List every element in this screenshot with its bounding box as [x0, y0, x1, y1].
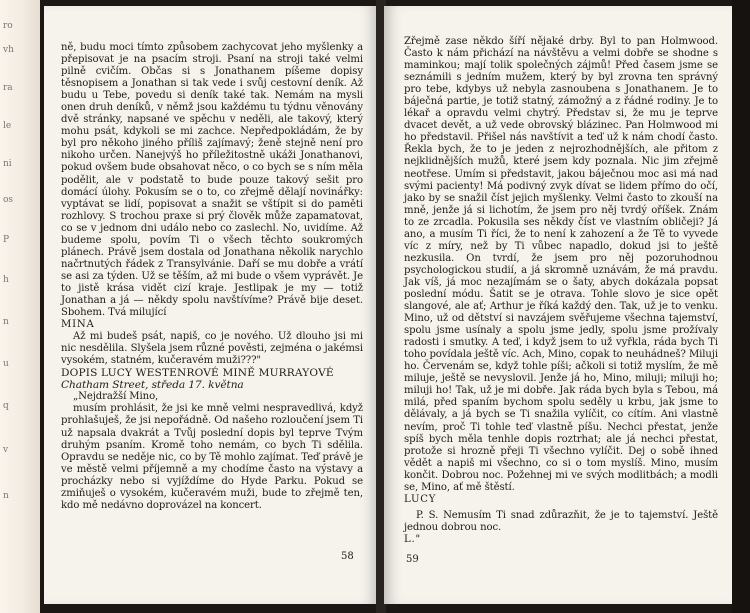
salutation: „Nejdražší Mino, [73, 391, 159, 403]
page-number: 58 [341, 551, 354, 562]
letter-heading: DOPIS LUCY WESTENROVÉ MINĚ MURRAYOVÉ [61, 367, 334, 380]
right-page-text [404, 36, 718, 546]
right-page [384, 6, 732, 604]
letter-paragraph: musím prohlásit, že jsi ke mně velmi nespravedlivá, když prohlašuješ, že jsi nepořádně. Od našeho rozloučení jsem Ti už napsala dvakrát a Tvůj poslední dopis byl teprve Tvým druhým psaním. Kromě toho nemám, co bych Ti sdělila. Opravdu se neděje nic, co by Tě mohlo zajímat. Teď právě je ve městě velmi příjemně a my chodíme často na výstavy a procházky nebo si vyjíždíme do Hyde Parku. Pokud se zmiňuješ o vysokém, kučeravém muži, bude to zřejmě ten, kdo mě nedávno doprovázel na koncert. [61, 403, 363, 511]
page-number: 59 [406, 554, 419, 565]
left-page-text [61, 42, 363, 512]
postscript-paragraph: P. S. Nemusím Ti snad zdůrazňit, že je to tajemství. Ještě jednou dobrou noc. [404, 509, 718, 533]
signature-lucy: LUCY [404, 493, 437, 505]
letter-paragraph: ně, budu moci tímto způsobem zachycovat jeho myšlenky a přepisovat je na psacím stroji. Psaní na stroji také velmi pilně cvičím. Občas si s Jonathanem píšeme dopisy těsnopisem a Jonathan si tak vede i svůj cestovní deník. Až budu u Tebe, povedu si deník také tak. Nemám na mysli onen druh deníků, v němž jsou každému tu týdnu věnovány dvě stránky, napsané ve spěchu v neděli, ale takový, který mohu psát, kdykoli se mi zachce. Nepředpokládám, že by byl pro někoho jiného příliš zajímavý; ženě stejně není pro nikoho určen. Nanejvýš ho příležitostně ukáži Jonathanovi, pokud ovšem bude obsahovat něco, o co bych se s ním měla podělit, ale v podstatě to bude pouze takový sešit pro domácí úlohy. Pokusím se o to, co zřejmě dělají novinářky: vyptávat se lidí, popisovat a snažit se vštípit si do paměti rozhlovy. S trochou praxe si prý člověk může zapamatovat, co se v jednom dni událo nebo co zaslechl. No, uvidíme. Až budeme spolu, povím Ti o všech těchto soukromých plánech. Právě jsem dostala od Jonathana několik narychlo načrtnutých řádek z Transylvánie. Daří se mu dobře a vrátí se asi za týden. Už se těším, až mi bude o všem vyprávět. Je to jistě krása vidět cizí kraje. Jestlipak je my — totiž Jonathan a já — někdy spolu navštívíme? Právě bije deset. Sbohem. Tvá milující [61, 42, 363, 319]
scan-right-margin [732, 0, 750, 613]
previous-page-edge: ro vh ra le ni os P h n u q v n [0, 0, 40, 613]
letter-paragraph: Zřejmě zase někdo šíří nějaké drby. Byl to pan Holmwood. Často k nám přichází na návštěvu a velmi dobře se shodne s maminkou; mají tolik společných zájmů! Před časem jsme se seznámili s jedním mužem, který by byl zrovna ten správný pro tebe, kdybys už nebyla zasnoubena s Jonathanem. Je to báječná partie, je totiž statný, zámožný a z řádné rodiny. Je to lékař a opravdu velmi chytrý. Představ si, že mu je teprve dvacet devět, a už vede obrovský blázinec. Pan Holmwood mi ho představil. Přišel nás navštívit a teď už k nám chodí často. Řekla bych, že to je jeden z nejrozhodnějších, ale přitom z nejklidnějších mužů, které jsem kdy poznala. Nic jim zřejmě neotřese. Umím si představit, jakou báječnou moc asi má nad svými pacienty! Má podivný zvyk dívat se lidem přímo do očí, jako by se snažil číst jejich myšlenky. Velmi často to zkouší na mně, jenže já si lichotím, že jsem pro něj tvrdý oříšek. Znám to ze zrcadla. Pokusila ses někdy číst ve vlastním obličeji? Já ano, a musím Ti říci, že to není k zahození a že Tě to vyvede víc z míry, než by Ti vůbec napadlo, dokud jsi to ještě nezkusila. On tvrdí, že jsem pro něj pozoruhodnou psychologickou studií, a já skromně uznávám, že má pravdu. Jak víš, já moc nezajímám se o šaty, abych dokázala popsat poslední módu. Šatit se je otrava. Tohle slovo je sice opět slangové, ale ať; Arthur je říká každý den. Tak, už je to venku. Mino, už od dětství si navzájem svěřujeme všechna tajemství, spolu jsme usínaly a spolu jsme jedly, spolu jsme prožívaly radosti i smutky. A teď, i když jsem to už vyřkla, ráda bych Ti toho povídala ještě víc. Ach, Mino, copak to neuhádneš? Miluji ho. Červenám se, když tohle píši; ačkoli si totiž myslím, že mě miluje, ještě se nevyslovil. Jenže já ho, Mino, miluji; miluji ho; miluji ho! Tak, už je mi dobře. Jak ráda bych byla s Tebou, má milá, před spaním bychom spolu seděly u krbu, jak jsme to dělávaly, a já bych se Ti snažila vylíčit, co cítím. Ani vlastně nevím, proč Ti tohle teď vlastně píšu. Nechci přestat, jenže spíš bych měla tenhle dopis roztrhat; ale já nechci přestat, protože si hrozně přeji Ti všechno vylíčit. Dej o sobě ihned vědět a napiš mi všechno, co si o tom myslíš. Mino, musím končit. Dobrou noc. Požehnej mi ve svých modlitbách; a modli se, Mino, ať mě štěstí. [404, 36, 718, 493]
postscript-paragraph: Až mi budeš psát, napiš, co je nového. Už dlouho jsi mi nic nesdělila. Slyšela jsem různé pověsti, zejména o jakémsi vysokém, statném, kučeravém muži???" [61, 331, 363, 367]
letter-place-date: Chatham Street, středa 17. května [61, 379, 244, 392]
signature-mina: MINA [61, 319, 95, 331]
postscript-initial: L." [404, 533, 421, 545]
left-page [44, 6, 378, 604]
